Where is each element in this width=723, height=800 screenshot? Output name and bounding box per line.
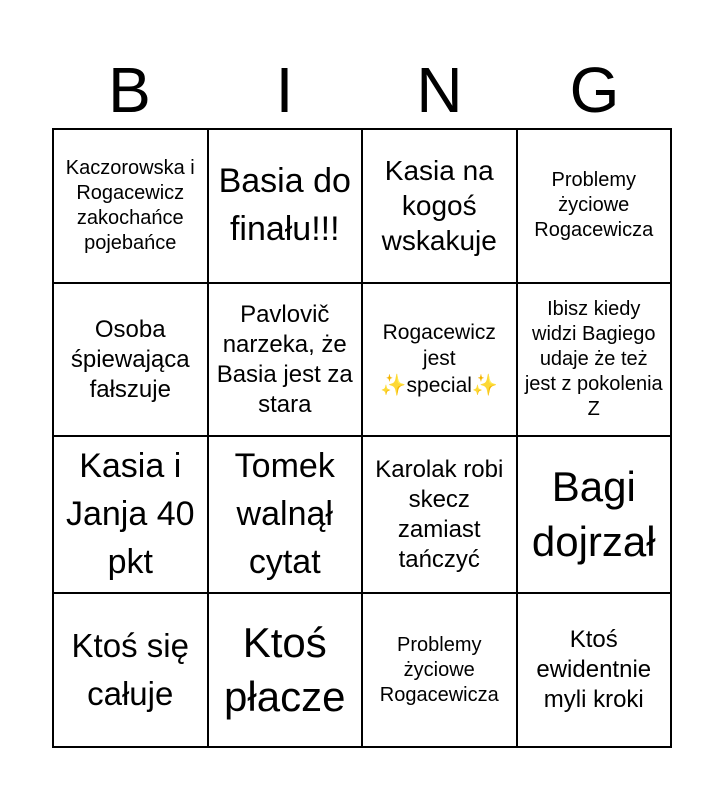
- bingo-header: [52, 52, 672, 128]
- bingo-board: [52, 128, 672, 748]
- header-letter-b: B: [108, 54, 151, 126]
- bingo-cell[interactable]: Kasia na kogoś wskakuje: [362, 129, 517, 283]
- bingo-cell[interactable]: Tomek walnął cytat: [208, 436, 363, 593]
- bingo-cell[interactable]: Bagi dojrzał: [517, 436, 672, 593]
- bingo-cell[interactable]: Osoba śpiewająca fałszuje: [53, 283, 208, 437]
- bingo-cell[interactable]: Ibisz kiedy widzi Bagiego udaje że też jest z pokolenia Z: [517, 283, 672, 437]
- header-letter-i: I: [275, 54, 294, 126]
- header-letter-g: G: [569, 54, 620, 126]
- bingo-cell[interactable]: Ktoś płacze: [208, 593, 363, 747]
- header-letter-n: N: [416, 54, 463, 126]
- bingo-cell[interactable]: Problemy życiowe Rogacewicza: [362, 593, 517, 747]
- bingo-cell[interactable]: Ktoś się całuje: [53, 593, 208, 747]
- bingo-cell[interactable]: Ktoś ewidentnie myli kroki: [517, 593, 672, 747]
- bingo-cell[interactable]: Problemy życiowe Rogacewicza: [517, 129, 672, 283]
- bingo-cell[interactable]: Pavlovič narzeka, że Basia jest za stara: [208, 283, 363, 437]
- bingo-cell[interactable]: Karolak robi skecz zamiast tańczyć: [362, 436, 517, 593]
- bingo-cell[interactable]: Kaczorowska i Rogacewicz zakochańce pojebańce: [53, 129, 208, 283]
- bingo-cell[interactable]: Basia do finału!!!: [208, 129, 363, 283]
- bingo-cell[interactable]: Kasia i Janja 40 pkt: [53, 436, 208, 593]
- bingo-cell[interactable]: Rogacewicz jest ✨special✨: [362, 283, 517, 437]
